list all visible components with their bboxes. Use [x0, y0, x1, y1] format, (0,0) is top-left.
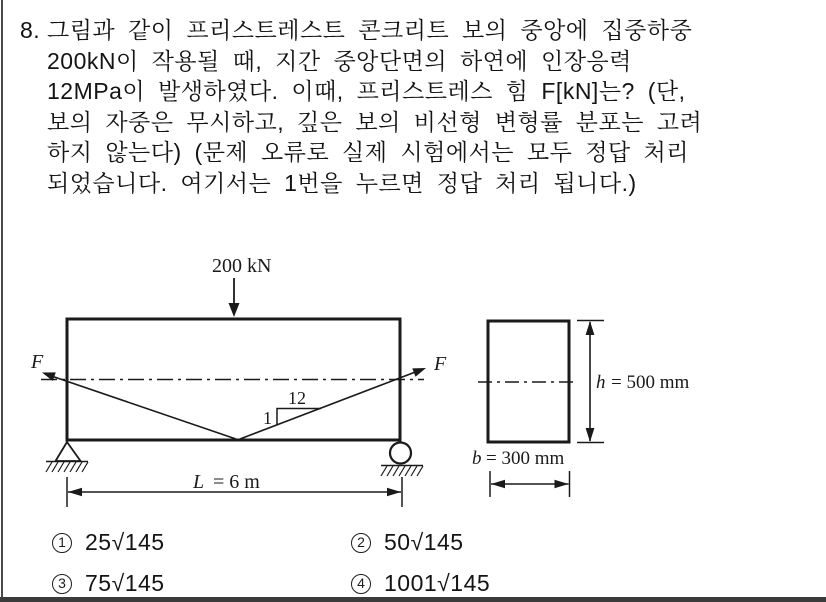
dim-arrowhead-icon	[586, 321, 595, 335]
width-value-label: = 300 mm	[486, 448, 565, 469]
section-height-dimension	[577, 321, 689, 443]
question-number: 8.	[20, 17, 41, 43]
question-line-6: 되었습니다. 여기서는 1번을 누르면 정답 처리 됩니다.)	[47, 169, 637, 196]
pin-support-icon	[46, 442, 88, 472]
width-var-label: b	[472, 448, 482, 469]
dim-arrowhead-icon	[491, 480, 505, 489]
question-line-5: 하지 않는다) (문제 오류로 실제 시험에서는 모두 정답 처리	[47, 139, 689, 165]
answer-choice-2[interactable]	[351, 529, 464, 553]
answer-choice-3[interactable]	[52, 570, 165, 594]
choice-3-text[interactable]: 75√145	[85, 570, 165, 596]
choice-3-circled-number[interactable]: 3	[52, 574, 72, 594]
force-label-left: F	[31, 351, 44, 373]
question-line-3: 12MPa이 발생하였다. 이때, 프리스트레스 힘 F[kN]는? (단,	[47, 78, 686, 104]
section-width-dimension	[472, 448, 570, 497]
cross-section	[472, 321, 689, 498]
prestress-arrowhead-right-icon	[412, 368, 426, 377]
choice-4-text[interactable]: 1001√145	[384, 570, 491, 596]
dim-arrowhead-icon	[387, 488, 401, 497]
span-value-label: = 6 m	[213, 471, 260, 493]
choice-1-text[interactable]: 25√145	[85, 529, 165, 555]
beam-elevation	[30, 255, 447, 507]
beam-outline	[67, 319, 400, 440]
dim-arrowhead-icon	[555, 480, 569, 489]
section-outline	[488, 321, 569, 442]
dim-arrowhead-icon	[68, 488, 82, 497]
choice-4-circled-number[interactable]: 4	[351, 574, 371, 594]
dim-arrowhead-icon	[586, 428, 595, 442]
load-arrowhead-icon	[229, 303, 240, 317]
force-label-right: F	[434, 353, 447, 375]
choice-2-circled-number[interactable]: 2	[351, 533, 371, 553]
span-dimension	[67, 471, 402, 507]
span-var-label: L	[193, 471, 205, 493]
answer-choice-1[interactable]	[52, 529, 165, 553]
question-line-1: 그림과 같이 프리스트레스트 콘크리트 보의 중앙에 집중하중	[47, 17, 693, 43]
roller-support-icon	[381, 443, 423, 477]
question-line-2: 200kN이 작용될 때, 지간 중앙단면의 하연에 인장응력	[47, 47, 632, 74]
tendon-left-segment	[50, 376, 236, 440]
question-line-4: 보의 자중은 무시하고, 깊은 보의 비선형 변형률 분포는 고려	[47, 108, 703, 135]
choice-2-text[interactable]: 50√145	[384, 529, 464, 555]
height-value-label: = 500 mm	[611, 372, 690, 393]
load-label: 200 kN	[212, 255, 272, 277]
choice-1-circled-number[interactable]: 1	[52, 533, 72, 553]
tendon-right-segment	[240, 372, 416, 439]
slope-run-label: 12	[288, 388, 306, 408]
answer-choice-4[interactable]	[351, 570, 490, 594]
height-var-label: h	[596, 372, 606, 393]
slope-rise-label: 1	[263, 408, 272, 428]
